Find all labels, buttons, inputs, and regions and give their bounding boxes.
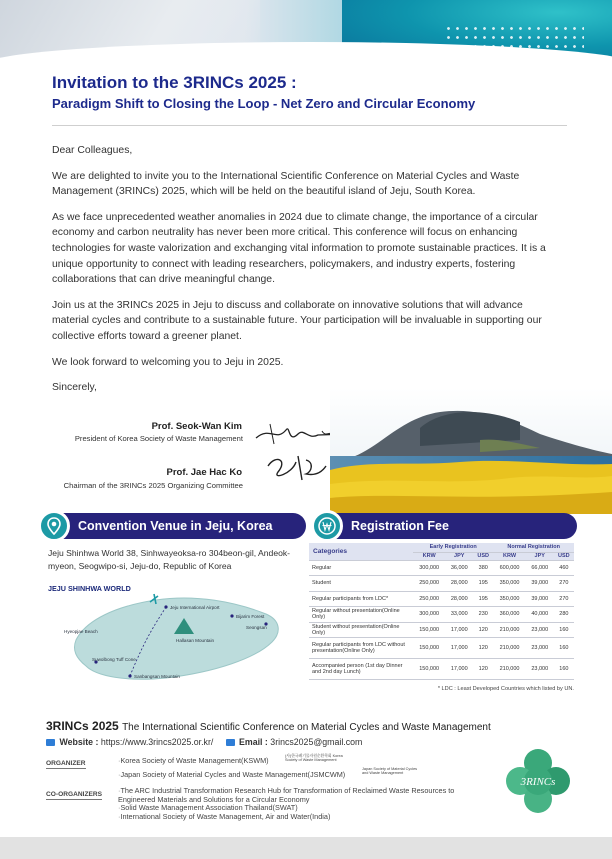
list-item: · The ARC Industrial Transformation Research Hub for Transformation of Reclaimed Waste Resources to Engineered Materials and Solutions for a Circular Economy	[118, 787, 458, 804]
currency-header: USD	[473, 552, 493, 560]
website-icon	[46, 739, 55, 746]
fee-category: Regular without presentation(Online Only)	[309, 607, 413, 623]
categories-header: Categories	[309, 543, 413, 560]
fee-cell: 230	[473, 607, 493, 623]
fee-cell: 28,000	[445, 576, 473, 592]
fee-cell: 280	[554, 607, 574, 623]
list-item: · International Society of Waste Management, Air and Water(India)	[118, 813, 458, 822]
venue-address: Jeju Shinhwa World 38, Sinhwayeoksa-ro 304beon-gil, Andeok-myeon, Seogwipo-si, Jeju-do, Republic of Korea	[48, 548, 291, 571]
fee-cell: 195	[473, 576, 493, 592]
signatory-name: Prof. Jae Hac Ko	[166, 467, 242, 478]
kswm-logo: (사)한국폐기물자원순환학회 Korea Society of Waste Management	[285, 754, 343, 763]
website-label: Website :	[59, 737, 99, 747]
map-label-airport: Jeju International Airport	[170, 605, 220, 610]
currency-header: JPY	[526, 552, 554, 560]
signatory-title: President of Korea Society of Waste Management	[74, 434, 243, 443]
fee-cell: 23,000	[526, 659, 554, 680]
list-item: · Korea Society of Waste Management(KSWM)	[118, 756, 345, 767]
letter-paragraph: We look forward to welcoming you to Jeju in 2025.	[52, 356, 284, 368]
fee-cell: 33,000	[445, 607, 473, 623]
fee-cell: 120	[473, 659, 493, 680]
early-registration-header: Early Registration	[413, 543, 493, 552]
map-label-suwolbong: Suwolbong Tuff Cone	[92, 657, 136, 662]
fee-category: Student without presentation(Online Only)	[309, 622, 413, 638]
map-label-forest: Bijarim Forest	[236, 614, 265, 619]
signatory-name: Prof. Seok-Wan Kim	[151, 421, 242, 432]
conference-short-name: 3RINCs 2025	[46, 719, 119, 733]
fee-cell: 460	[554, 560, 574, 576]
currency-header: USD	[554, 552, 574, 560]
fee-cell: 210,000	[493, 659, 525, 680]
fee-cell: 39,000	[526, 591, 554, 607]
3rincs-emblem	[502, 745, 574, 817]
jeju-map	[46, 580, 306, 692]
contact-info	[46, 737, 362, 747]
fee-cell: 210,000	[493, 622, 525, 638]
table-row	[309, 638, 574, 659]
table-row	[309, 576, 574, 592]
page-subtitle: Paradigm Shift to Closing the Loop - Net Zero and Circular Economy	[52, 96, 476, 111]
fee-category: Student	[309, 576, 413, 592]
fee-table	[309, 543, 574, 680]
table-row	[309, 622, 574, 638]
fee-cell: 270	[554, 576, 574, 592]
letter-paragraph: Join us at the 3RINCs 2025 in Jeju to discuss and collaborate on innovative solutions that will advance material cycles and contribute to a sustainable future. Your participation will be invaluable in supporting our collective efforts toward a greener planet.	[52, 299, 542, 342]
map-label-hallasan: Hallasan Mountain	[176, 638, 215, 643]
table-row	[309, 591, 574, 607]
letter-paragraph: We are delighted to invite you to the International Scientific Conference on Material Cycles and Waste Management (3RINCs) 2025, which will be held on the beautiful island of Jeju, South Korea.	[52, 170, 520, 198]
header-banner	[0, 0, 612, 62]
shinhwa-world-logo: JEJU SHINHWA WORLD	[48, 584, 131, 593]
footer-bar	[0, 837, 612, 859]
closing: Sincerely,	[52, 382, 97, 394]
fee-cell: 300,000	[413, 560, 445, 576]
fee-cell: 23,000	[526, 622, 554, 638]
fee-cell: 380	[473, 560, 493, 576]
fee-cell: 17,000	[445, 638, 473, 659]
fee-cell: 160	[554, 638, 574, 659]
map-label-beach: Hyeopjae Beach	[64, 629, 98, 634]
email-icon	[226, 739, 235, 746]
website-link[interactable]: https://www.3rincs2025.or.kr/	[100, 737, 214, 747]
currency-header: KRW	[493, 552, 525, 560]
fee-category: Regular participants from LDC*	[309, 591, 413, 607]
fee-cell: 160	[554, 622, 574, 638]
conference-name	[46, 719, 491, 733]
conference-full-name: The International Scientific Conference on Material Cycles and Waste Management	[122, 722, 491, 733]
fee-cell: 150,000	[413, 659, 445, 680]
fee-section-header	[313, 513, 577, 539]
fee-cell: 195	[473, 591, 493, 607]
jsmcwm-logo: Japan Society of Material Cycles and Waste Management	[362, 767, 418, 776]
fee-cell: 17,000	[445, 659, 473, 680]
venue-section-header	[40, 513, 306, 539]
fee-category: Accompanied person (1st day Dinner and 2nd day Lunch)	[309, 659, 413, 680]
emblem-text: 3RINCs	[520, 776, 556, 788]
fee-cell: 360,000	[493, 607, 525, 623]
fee-cell: 66,000	[526, 560, 554, 576]
fee-cell: 250,000	[413, 591, 445, 607]
coorganizer-list	[118, 787, 458, 821]
page-title: Invitation to the 3RINCs 2025 :	[52, 73, 297, 92]
fee-cell: 210,000	[493, 638, 525, 659]
fee-cell: 28,000	[445, 591, 473, 607]
coorganizer-label: CO-ORGANIZERS	[46, 791, 103, 798]
fee-cell: 300,000	[413, 607, 445, 623]
table-row	[309, 560, 574, 576]
fee-cell: 120	[473, 638, 493, 659]
email-link[interactable]: 3rincs2025@gmail.com	[270, 737, 363, 747]
fee-cell: 270	[554, 591, 574, 607]
location-pin-icon	[38, 510, 70, 542]
divider	[52, 125, 567, 126]
fee-category: Regular participants from LDC without presentation(Online Only)	[309, 638, 413, 659]
fee-cell: 350,000	[493, 576, 525, 592]
normal-registration-header: Normal Registration	[493, 543, 574, 552]
fee-cell: 17,000	[445, 622, 473, 638]
signatory-title: Chairman of the 3RINCs 2025 Organizing Committee	[63, 481, 243, 490]
fee-footnote: * LDC : Least Developed Countries which listed by UN.	[437, 686, 574, 692]
currency-icon	[311, 510, 343, 542]
list-item: · Japan Society of Material Cycles and Waste Management(JSMCWM)	[118, 770, 345, 781]
fee-cell: 350,000	[493, 591, 525, 607]
fee-cell: 250,000	[413, 576, 445, 592]
organizer-label: ORGANIZER	[46, 760, 86, 767]
fee-cell: 600,000	[493, 560, 525, 576]
currency-header: KRW	[413, 552, 445, 560]
fee-cell: 150,000	[413, 638, 445, 659]
fee-category: Regular	[309, 560, 413, 576]
letter-paragraph: As we face unprecedented weather anomalies in 2024 due to climate change, the importance of a circular economy and carbon neutrality has never been more critical. This conference will focus on enhancing technologies for waste valorization and exchanging vital information to promote sustainable practices. It is a unique opportunity to connect with leading researchers, policymakers, and industry experts, fostering collaborations that can drive meaningful change.	[52, 211, 546, 286]
fee-cell: 23,000	[526, 638, 554, 659]
email-label: Email :	[239, 737, 268, 747]
venue-heading: Convention Venue in Jeju, Korea	[78, 519, 273, 533]
map-label-seongsan: Seongsan	[246, 625, 267, 630]
map-label-sanbangsan: Sanbangsan Mountain	[134, 674, 180, 679]
fee-cell: 120	[473, 622, 493, 638]
list-item: · Solid Waste Management Association Thailand(SWAT)	[118, 804, 458, 813]
fee-cell: 36,000	[445, 560, 473, 576]
jeju-landscape-image	[330, 388, 612, 514]
fee-cell: 39,000	[526, 576, 554, 592]
signature-image	[262, 450, 332, 484]
currency-header: JPY	[445, 552, 473, 560]
salutation: Dear Colleagues,	[52, 145, 133, 156]
fee-cell: 160	[554, 659, 574, 680]
fee-cell: 40,000	[526, 607, 554, 623]
table-row	[309, 659, 574, 680]
table-row	[309, 607, 574, 623]
letter-body	[52, 143, 552, 396]
fee-heading: Registration Fee	[351, 519, 449, 533]
fee-cell: 150,000	[413, 622, 445, 638]
